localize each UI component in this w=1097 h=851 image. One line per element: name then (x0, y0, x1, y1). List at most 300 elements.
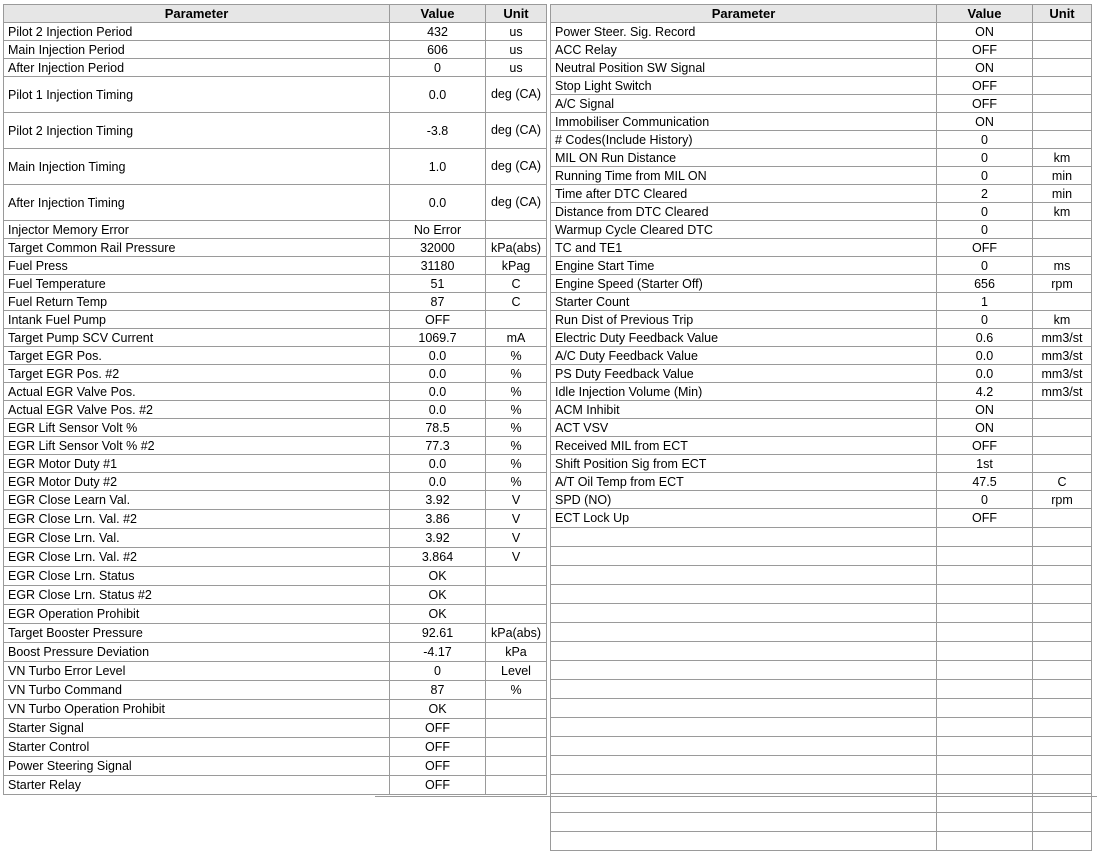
unit-cell: mm3/st (1033, 347, 1092, 365)
unit-cell (1033, 59, 1092, 77)
table-row[interactable] (551, 718, 1092, 737)
parameter-cell: ACM Inhibit (551, 401, 937, 419)
parameter-cell (551, 642, 937, 661)
unit-cell: deg (CA) (486, 113, 547, 149)
unit-cell (1033, 756, 1092, 775)
table-row[interactable] (4, 113, 547, 149)
right-header-unit[interactable]: Unit (1033, 5, 1092, 23)
value-cell: 78.5 (390, 419, 486, 437)
parameter-cell: Immobiliser Communication (551, 113, 937, 131)
table-row[interactable] (551, 257, 1092, 275)
parameter-cell (551, 623, 937, 642)
table-row[interactable] (4, 586, 547, 605)
unit-cell: deg (CA) (486, 185, 547, 221)
value-cell (937, 566, 1033, 585)
table-row[interactable] (4, 510, 547, 529)
table-row[interactable] (551, 832, 1092, 851)
value-cell: 0.6 (937, 329, 1033, 347)
unit-cell (1033, 737, 1092, 756)
parameter-cell: SPD (NO) (551, 491, 937, 509)
value-cell (937, 585, 1033, 604)
parameter-cell: Power Steering Signal (4, 757, 390, 776)
value-cell (937, 756, 1033, 775)
value-cell: 0 (937, 257, 1033, 275)
unit-cell (1033, 623, 1092, 642)
table-row[interactable] (551, 275, 1092, 293)
bottom-divider (375, 796, 1097, 797)
parameter-cell: EGR Lift Sensor Volt % (4, 419, 390, 437)
value-cell (937, 718, 1033, 737)
unit-cell: us (486, 41, 547, 59)
parameter-cell: After Injection Timing (4, 185, 390, 221)
parameter-cell (551, 737, 937, 756)
unit-cell (1033, 239, 1092, 257)
table-row[interactable] (4, 624, 547, 643)
table-row[interactable] (4, 605, 547, 624)
table-row[interactable] (4, 239, 547, 257)
parameter-cell (551, 832, 937, 851)
left-header-row (4, 5, 547, 23)
unit-cell (1033, 718, 1092, 737)
parameter-cell: A/C Signal (551, 95, 937, 113)
parameter-cell: Actual EGR Valve Pos. #2 (4, 401, 390, 419)
table-row[interactable] (551, 167, 1092, 185)
unit-cell: kPa(abs) (486, 239, 547, 257)
right-header-parameter[interactable]: Parameter (551, 5, 937, 23)
parameter-cell: EGR Motor Duty #2 (4, 473, 390, 491)
table-row[interactable] (551, 59, 1092, 77)
table-row[interactable] (4, 662, 547, 681)
value-cell: 87 (390, 293, 486, 311)
unit-cell: km (1033, 149, 1092, 167)
table-row[interactable] (4, 149, 547, 185)
value-cell: 1st (937, 455, 1033, 473)
value-cell: 1.0 (390, 149, 486, 185)
table-row[interactable] (4, 419, 547, 437)
value-cell: 0 (937, 149, 1033, 167)
value-cell: -4.17 (390, 643, 486, 662)
value-cell: 51 (390, 275, 486, 293)
table-row[interactable] (551, 813, 1092, 832)
value-cell: 0 (937, 131, 1033, 149)
value-cell: 3.92 (390, 491, 486, 510)
parameter-cell: Shift Position Sig from ECT (551, 455, 937, 473)
table-row[interactable] (4, 41, 547, 59)
value-cell: ON (937, 59, 1033, 77)
unit-cell: kPa(abs) (486, 624, 547, 643)
table-row[interactable] (551, 642, 1092, 661)
right-header-value[interactable]: Value (937, 5, 1033, 23)
parameter-cell: Received MIL from ECT (551, 437, 937, 455)
value-cell: OFF (390, 311, 486, 329)
table-row[interactable] (4, 757, 547, 776)
value-cell (937, 699, 1033, 718)
table-row[interactable] (4, 77, 547, 113)
table-row[interactable] (551, 347, 1092, 365)
value-cell: ON (937, 23, 1033, 41)
unit-cell (1033, 566, 1092, 585)
unit-cell: deg (CA) (486, 77, 547, 113)
table-row[interactable] (4, 311, 547, 329)
parameter-cell (551, 528, 937, 547)
table-row[interactable] (4, 59, 547, 77)
value-cell: 0 (390, 662, 486, 681)
table-row[interactable] (551, 419, 1092, 437)
value-cell: 432 (390, 23, 486, 41)
table-row[interactable] (4, 185, 547, 221)
unit-cell: km (1033, 203, 1092, 221)
parameter-cell: Pilot 2 Injection Timing (4, 113, 390, 149)
unit-cell: us (486, 59, 547, 77)
parameter-cell: Injector Memory Error (4, 221, 390, 239)
unit-cell (1033, 131, 1092, 149)
value-cell: OFF (390, 738, 486, 757)
parameter-cell: Fuel Return Temp (4, 293, 390, 311)
value-cell: 92.61 (390, 624, 486, 643)
unit-cell: % (486, 473, 547, 491)
unit-cell: min (1033, 185, 1092, 203)
parameter-cell: Main Injection Timing (4, 149, 390, 185)
unit-cell: % (486, 347, 547, 365)
parameter-cell (551, 585, 937, 604)
table-row[interactable] (551, 113, 1092, 131)
unit-cell (1033, 41, 1092, 59)
value-cell (937, 737, 1033, 756)
value-cell: 606 (390, 41, 486, 59)
unit-cell: km (1033, 311, 1092, 329)
table-row[interactable] (551, 401, 1092, 419)
table-row[interactable] (551, 566, 1092, 585)
parameter-cell: # Codes(Include History) (551, 131, 937, 149)
unit-cell: kPa (486, 643, 547, 662)
unit-cell: % (486, 419, 547, 437)
table-row[interactable] (4, 719, 547, 738)
table-row[interactable] (551, 293, 1092, 311)
table-row[interactable] (4, 23, 547, 41)
value-cell: OFF (937, 239, 1033, 257)
parameter-cell: EGR Lift Sensor Volt % #2 (4, 437, 390, 455)
unit-cell: kPag (486, 257, 547, 275)
parameter-cell: EGR Close Lrn. Status (4, 567, 390, 586)
parameter-cell: TC and TE1 (551, 239, 937, 257)
value-cell (937, 661, 1033, 680)
unit-cell: % (486, 437, 547, 455)
value-cell: 47.5 (937, 473, 1033, 491)
table-row[interactable] (551, 149, 1092, 167)
unit-cell: % (486, 455, 547, 473)
value-cell (937, 547, 1033, 566)
parameter-cell: Engine Start Time (551, 257, 937, 275)
value-cell: OFF (937, 509, 1033, 528)
parameter-cell: Fuel Press (4, 257, 390, 275)
unit-cell (1033, 832, 1092, 851)
unit-cell: V (486, 529, 547, 548)
value-cell: OFF (937, 437, 1033, 455)
table-row[interactable] (4, 776, 547, 795)
table-row[interactable] (4, 548, 547, 567)
table-row[interactable] (551, 311, 1092, 329)
parameter-cell: Target Booster Pressure (4, 624, 390, 643)
parameter-cell: EGR Close Lrn. Val. (4, 529, 390, 548)
unit-cell (486, 586, 547, 605)
table-row[interactable] (4, 700, 547, 719)
unit-cell (1033, 509, 1092, 528)
unit-cell: deg (CA) (486, 149, 547, 185)
table-row[interactable] (551, 623, 1092, 642)
table-row[interactable] (551, 203, 1092, 221)
unit-cell (486, 757, 547, 776)
left-header-unit[interactable]: Unit (486, 5, 547, 23)
table-row[interactable] (551, 77, 1092, 95)
left-data-table (3, 4, 547, 795)
value-cell: 0 (390, 59, 486, 77)
table-row[interactable] (551, 661, 1092, 680)
parameter-cell (551, 718, 937, 737)
table-row[interactable] (4, 221, 547, 239)
unit-cell: % (486, 681, 547, 700)
parameter-cell (551, 756, 937, 775)
value-cell: OFF (390, 776, 486, 795)
value-cell: ON (937, 419, 1033, 437)
value-cell: OFF (390, 757, 486, 776)
value-cell: 0 (937, 311, 1033, 329)
table-row[interactable] (4, 455, 547, 473)
parameter-cell (551, 775, 937, 794)
table-row[interactable] (4, 643, 547, 662)
table-row[interactable] (551, 185, 1092, 203)
table-row[interactable] (551, 23, 1092, 41)
table-row[interactable] (4, 293, 547, 311)
parameter-cell: ECT Lock Up (551, 509, 937, 528)
parameter-cell: ACT VSV (551, 419, 937, 437)
value-cell: OFF (390, 719, 486, 738)
unit-cell: V (486, 510, 547, 529)
parameter-cell: Time after DTC Cleared (551, 185, 937, 203)
value-cell: 1069.7 (390, 329, 486, 347)
table-row[interactable] (4, 365, 547, 383)
value-cell: 0.0 (390, 473, 486, 491)
value-cell: 0.0 (390, 77, 486, 113)
value-cell: ON (937, 401, 1033, 419)
table-row[interactable] (4, 567, 547, 586)
unit-cell (1033, 680, 1092, 699)
parameter-cell: Starter Signal (4, 719, 390, 738)
unit-cell (1033, 547, 1092, 566)
value-cell: No Error (390, 221, 486, 239)
table-row[interactable] (4, 473, 547, 491)
value-cell (937, 604, 1033, 623)
table-row[interactable] (551, 547, 1092, 566)
value-cell: 0.0 (390, 185, 486, 221)
unit-cell: mA (486, 329, 547, 347)
parameter-cell (551, 680, 937, 699)
table-row[interactable] (551, 775, 1092, 794)
unit-cell (1033, 661, 1092, 680)
value-cell: 77.3 (390, 437, 486, 455)
table-row[interactable] (4, 491, 547, 510)
table-row[interactable] (551, 699, 1092, 718)
parameter-cell: Starter Relay (4, 776, 390, 795)
parameter-cell: A/T Oil Temp from ECT (551, 473, 937, 491)
value-cell: 0.0 (937, 365, 1033, 383)
unit-cell (486, 221, 547, 239)
table-row[interactable] (4, 383, 547, 401)
unit-cell (486, 738, 547, 757)
parameter-cell: Actual EGR Valve Pos. (4, 383, 390, 401)
unit-cell (1033, 293, 1092, 311)
unit-cell: Level (486, 662, 547, 681)
value-cell: 0 (937, 203, 1033, 221)
parameter-cell: Warmup Cycle Cleared DTC (551, 221, 937, 239)
parameter-cell: VN Turbo Command (4, 681, 390, 700)
table-row[interactable] (4, 681, 547, 700)
unit-cell (486, 719, 547, 738)
unit-cell: C (486, 293, 547, 311)
parameter-cell (551, 547, 937, 566)
left-header-value[interactable]: Value (390, 5, 486, 23)
value-cell: 0 (937, 491, 1033, 509)
table-row[interactable] (4, 257, 547, 275)
parameter-cell: Distance from DTC Cleared (551, 203, 937, 221)
parameter-cell: EGR Close Lrn. Val. #2 (4, 548, 390, 567)
value-cell: 0.0 (390, 383, 486, 401)
parameter-cell: Fuel Temperature (4, 275, 390, 293)
table-row[interactable] (551, 329, 1092, 347)
table-row[interactable] (4, 738, 547, 757)
value-cell (937, 775, 1033, 794)
table-row[interactable] (4, 437, 547, 455)
unit-cell (1033, 699, 1092, 718)
parameter-cell: VN Turbo Operation Prohibit (4, 700, 390, 719)
table-row[interactable] (551, 455, 1092, 473)
table-row[interactable] (551, 604, 1092, 623)
parameter-cell: Running Time from MIL ON (551, 167, 937, 185)
unit-cell: mm3/st (1033, 383, 1092, 401)
value-cell (937, 813, 1033, 832)
parameter-cell: ACC Relay (551, 41, 937, 59)
table-row[interactable] (551, 221, 1092, 239)
parameter-cell: Electric Duty Feedback Value (551, 329, 937, 347)
value-cell (937, 623, 1033, 642)
table-row[interactable] (551, 41, 1092, 59)
unit-cell: C (486, 275, 547, 293)
value-cell: 4.2 (937, 383, 1033, 401)
unit-cell: mm3/st (1033, 365, 1092, 383)
parameter-cell (551, 813, 937, 832)
parameter-cell: Target Common Rail Pressure (4, 239, 390, 257)
value-cell: 0.0 (937, 347, 1033, 365)
table-row[interactable] (551, 737, 1092, 756)
table-row[interactable] (551, 680, 1092, 699)
parameter-cell: Idle Injection Volume (Min) (551, 383, 937, 401)
unit-cell (1033, 604, 1092, 623)
value-cell: 656 (937, 275, 1033, 293)
unit-cell (1033, 23, 1092, 41)
unit-cell: C (1033, 473, 1092, 491)
table-row[interactable] (551, 509, 1092, 528)
parameter-cell: Boost Pressure Deviation (4, 643, 390, 662)
table-row[interactable] (551, 585, 1092, 604)
parameter-cell: Engine Speed (Starter Off) (551, 275, 937, 293)
table-row[interactable] (4, 347, 547, 365)
table-row[interactable] (551, 437, 1092, 455)
parameter-cell: Power Steer. Sig. Record (551, 23, 937, 41)
parameter-cell: EGR Close Lrn. Status #2 (4, 586, 390, 605)
parameter-cell: A/C Duty Feedback Value (551, 347, 937, 365)
value-cell: 31180 (390, 257, 486, 275)
unit-cell (1033, 585, 1092, 604)
value-cell: 0 (937, 221, 1033, 239)
table-row[interactable] (551, 383, 1092, 401)
unit-cell: min (1033, 167, 1092, 185)
parameter-cell: PS Duty Feedback Value (551, 365, 937, 383)
left-header-parameter[interactable]: Parameter (4, 5, 390, 23)
parameter-cell: Pilot 1 Injection Timing (4, 77, 390, 113)
parameter-cell (551, 566, 937, 585)
parameter-cell: Target EGR Pos. (4, 347, 390, 365)
table-row[interactable] (551, 528, 1092, 547)
parameter-cell (551, 604, 937, 623)
unit-cell (1033, 221, 1092, 239)
table-row[interactable] (4, 329, 547, 347)
unit-cell (486, 605, 547, 624)
table-row[interactable] (4, 275, 547, 293)
value-cell (937, 680, 1033, 699)
table-row[interactable] (551, 365, 1092, 383)
value-cell (937, 832, 1033, 851)
table-row[interactable] (4, 529, 547, 548)
table-row[interactable] (551, 239, 1092, 257)
value-cell: OK (390, 700, 486, 719)
unit-cell (1033, 455, 1092, 473)
unit-cell (1033, 775, 1092, 794)
unit-cell: ms (1033, 257, 1092, 275)
value-cell: OK (390, 605, 486, 624)
value-cell: OK (390, 586, 486, 605)
unit-cell: rpm (1033, 275, 1092, 293)
right-header-row (551, 5, 1092, 23)
unit-cell: mm3/st (1033, 329, 1092, 347)
table-row[interactable] (551, 756, 1092, 775)
table-row[interactable] (551, 131, 1092, 149)
value-cell: 0.0 (390, 365, 486, 383)
parameter-cell: Starter Count (551, 293, 937, 311)
parameter-cell: Neutral Position SW Signal (551, 59, 937, 77)
value-cell: 3.864 (390, 548, 486, 567)
unit-cell (1033, 419, 1092, 437)
parameter-cell: Main Injection Period (4, 41, 390, 59)
value-cell: 3.86 (390, 510, 486, 529)
parameter-cell: Run Dist of Previous Trip (551, 311, 937, 329)
parameter-cell (551, 699, 937, 718)
parameter-cell: Target Pump SCV Current (4, 329, 390, 347)
unit-cell (1033, 642, 1092, 661)
unit-cell (1033, 95, 1092, 113)
table-row[interactable] (551, 95, 1092, 113)
unit-cell (1033, 437, 1092, 455)
table-row[interactable] (4, 401, 547, 419)
table-row[interactable] (551, 473, 1092, 491)
parameter-cell: Stop Light Switch (551, 77, 937, 95)
unit-cell: % (486, 401, 547, 419)
unit-cell (486, 700, 547, 719)
parameter-cell: VN Turbo Error Level (4, 662, 390, 681)
parameter-cell: EGR Close Learn Val. (4, 491, 390, 510)
value-cell: 32000 (390, 239, 486, 257)
table-row[interactable] (551, 491, 1092, 509)
parameter-cell: Pilot 2 Injection Period (4, 23, 390, 41)
unit-cell (1033, 401, 1092, 419)
